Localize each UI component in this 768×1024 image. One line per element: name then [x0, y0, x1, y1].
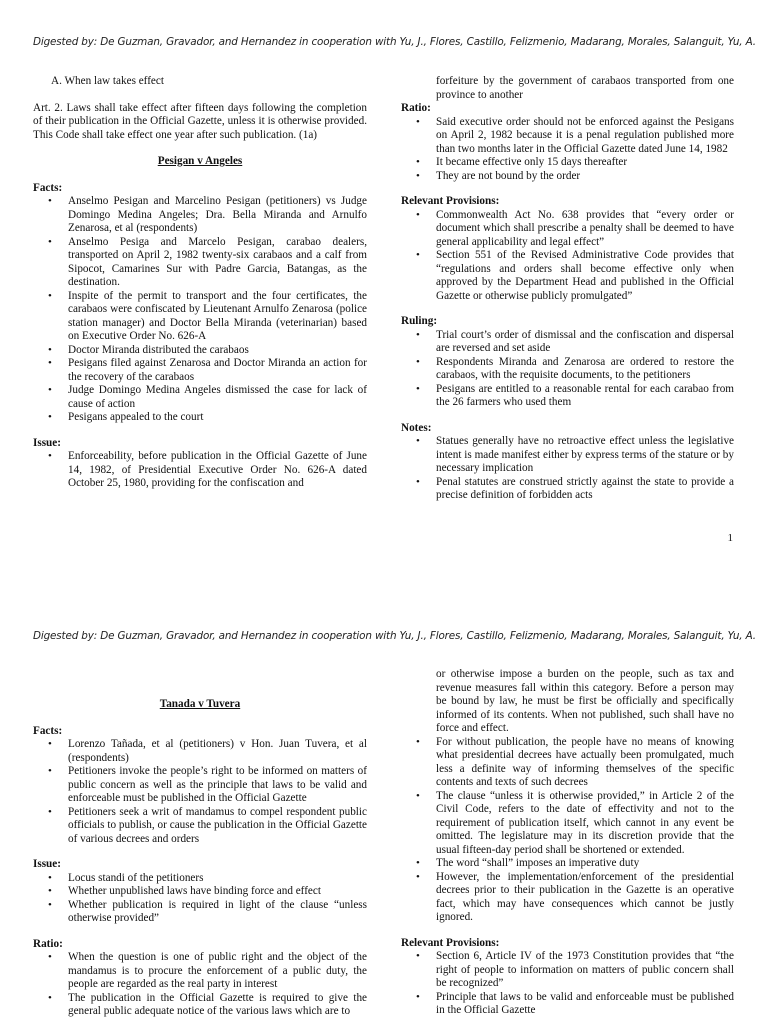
list-item: • Locus standi of the petitioners	[68, 872, 367, 886]
list-item: • Inspite of the permit to transport and the four certificates, the carabaos were confiscated by Lieutenant Arnulfo Zenarosa (police station manager) and Doctor Bella Miranda (veterinarian) based on Executive Order No. 626-A	[68, 290, 367, 344]
list-item: • Pesigans filed against Zenarosa and Doctor Miranda an action for the recovery of the carabaos	[68, 357, 367, 384]
ratio-label: Ratio:	[401, 102, 431, 114]
list-item: • Pesigans are entitled to a reasonable rental for each carabao from the 26 farmers who used them	[436, 383, 734, 410]
provisions-label: Relevant Provisions:	[401, 936, 500, 949]
list-item: • Principle that laws to be valid and enforceable must be published in the Official Gazette	[436, 991, 734, 1018]
list-item: • Pesigans appealed to the court	[68, 411, 367, 425]
list-item: • Trial court’s order of dismissal and the confiscation and dispersal are reversed and set aside	[436, 329, 734, 356]
page2-right-column	[401, 668, 734, 1018]
list-item: • It became effective only 15 days thereafter	[436, 156, 734, 170]
list-item: • They are not bound by the order	[436, 170, 734, 184]
notes-label: Notes:	[401, 421, 432, 434]
list-item: • Whether unpublished laws have binding force and effect	[68, 885, 367, 899]
facts-list	[33, 738, 367, 846]
list-item: • The clause “unless it is otherwise provided,” in Article 2 of the Civil Code, refers to the date of effectivity and not to the requirement of publication itself, which cannot in any event be omitted. The legislature may in its discretion provide that the usual fifteen-day period shall be shortened or extended.	[436, 790, 734, 858]
list-item: • Judge Domingo Medina Angeles dismissed the case for lack of cause of action	[68, 384, 367, 411]
list-item: • Petitioners seek a writ of mandamus to compel respondent public officials to publish, or cause the publication in the Official Gazette of various decrees and orders	[68, 806, 367, 847]
list-item: • Section 551 of the Revised Administrative Code provides that “regulations and orders shall become effective only when approved by the Department Head and published in the Official Gazette or otherwise publicly promulgated”	[436, 249, 734, 303]
ratio-list-continued	[401, 736, 734, 925]
ratio-list	[33, 951, 367, 1019]
article-text: Art. 2. Laws shall take effect after fifteen days following the completion of their publication in the Official Gazette, unless it is otherwise provided. This Code shall take effect one year after such publication. (1a)	[33, 101, 367, 141]
issue-list	[33, 872, 367, 926]
page-number: 1	[727, 532, 733, 544]
ratio-continuation: or otherwise impose a burden on the people, such as tax and revenue measures fall within this category. Before a person may be bound by law, he must be first be officially and specifically informed of its contents. When not published, such shall have no force and effect.	[436, 668, 734, 734]
list-item: • However, the implementation/enforcement of the presidential decrees prior to their publication in the Gazette is an operative fact, which may have consequences which cannot be justly ignored.	[436, 871, 734, 925]
issue-label: Issue:	[33, 436, 61, 449]
page2-left-column	[33, 698, 367, 1019]
facts-list	[33, 195, 367, 425]
list-item: • Statues generally have no retroactive effect unless the legislative intent is made manifest either by express terms of the stature or by necessary implication	[436, 435, 734, 476]
ratio-label: Ratio:	[33, 937, 63, 950]
ratio-list	[401, 116, 734, 184]
list-item: • Anselmo Pesigan and Marcelino Pesigan (petitioners) vs Judge Domingo Medina Angeles; Dra. Bella Miranda and Arnulfo Zenarosa, et al (respondents)	[68, 195, 367, 236]
list-item: • Lorenzo Tañada, et al (petitioners) v Hon. Juan Tuvera, et al (respondents)	[68, 738, 367, 765]
page-header: Digested by: De Guzman, Gravador, and Hernandez in cooperation with Yu, J., Flores, Castillo, Felizmenio, Madarang, Morales, Salanguit, Yu, A.	[33, 630, 756, 642]
case-title: Tanada v Tuvera	[159, 698, 241, 710]
list-item: • Doctor Miranda distributed the carabaos	[68, 344, 367, 358]
issue-list	[33, 450, 367, 491]
page1-right-column	[401, 75, 734, 503]
list-item: • The word “shall” imposes an imperative duty	[436, 857, 734, 871]
list-item: • Whether publication is required in light of the clause “unless otherwise provided”	[68, 899, 367, 926]
facts-label: Facts:	[33, 724, 63, 737]
list-item: • Enforceability, before publication in the Official Gazette of June 14, 1982, of Presidential Executive Order No. 626-A dated October 25, 1980, providing for the confiscation and	[68, 450, 367, 491]
page1-left-column	[33, 75, 367, 491]
notes-list	[401, 435, 734, 503]
list-item: • Said executive order should not be enforced against the Pesigans on April 2, 1982 because it is a penal regulation published more than two months later in the Official Gazette dated June 14, 1982	[436, 116, 734, 157]
provisions-list	[401, 950, 734, 1018]
page-header: Digested by: De Guzman, Gravador, and Hernandez in cooperation with Yu, J., Flores, Castillo, Felizmenio, Madarang, Morales, Salanguit, Yu, A.	[33, 36, 756, 48]
issue-continuation: forfeiture by the government of carabaos transported from one province to another	[436, 75, 734, 101]
provisions-list	[401, 209, 734, 304]
case-title: Pesigan v Angeles	[157, 155, 243, 167]
list-item: • When the question is one of public right and the object of the mandamus is to procure the enforcement of a public duty, the people are regarded as the real party in interest	[68, 951, 367, 992]
list-item: • Commonwealth Act No. 638 provides that “every order or document which shall prescribe a penalty shall be deemed to have general applicability and legal effect”	[436, 209, 734, 250]
list-item: • For without publication, the people have no means of knowing what presidential decrees have actually been promulgated, much less a definite way of informing themselves of the specific contents and texts of such decrees	[436, 736, 734, 790]
list-item: • Section 6, Article IV of the 1973 Constitution provides that “the right of people to information on matters of public concern shall be recognized”	[436, 950, 734, 991]
list-item: • Penal statutes are construed strictly against the state to provide a precise definition of forbidden acts	[436, 476, 734, 503]
ruling-list	[401, 329, 734, 410]
provisions-label: Relevant Provisions:	[401, 195, 500, 207]
ruling-label: Ruling:	[401, 315, 438, 327]
list-item: • Petitioners invoke the people’s right to be informed on matters of public concern as well as the principle that laws to be valid and enforceable must be published in the Official Gazette	[68, 765, 367, 806]
section-title: A. When law takes effect	[51, 75, 164, 87]
issue-label: Issue:	[33, 858, 61, 870]
list-item: • Respondents Miranda and Zenarosa are ordered to restore the carabaos, with the requisite documents, to the petitioners	[436, 356, 734, 383]
list-item: • Anselmo Pesiga and Marcelo Pesigan, carabao dealers, transported on April 2, 1982 twenty-six carabaos and a calf from Sipocot, Camarines Sur with Padre Garcia, Batangas, as the destination.	[68, 236, 367, 290]
list-item: • The publication in the Official Gazette is required to give the general public adequate notice of the various laws which are to	[68, 992, 367, 1019]
facts-label: Facts:	[33, 181, 63, 194]
